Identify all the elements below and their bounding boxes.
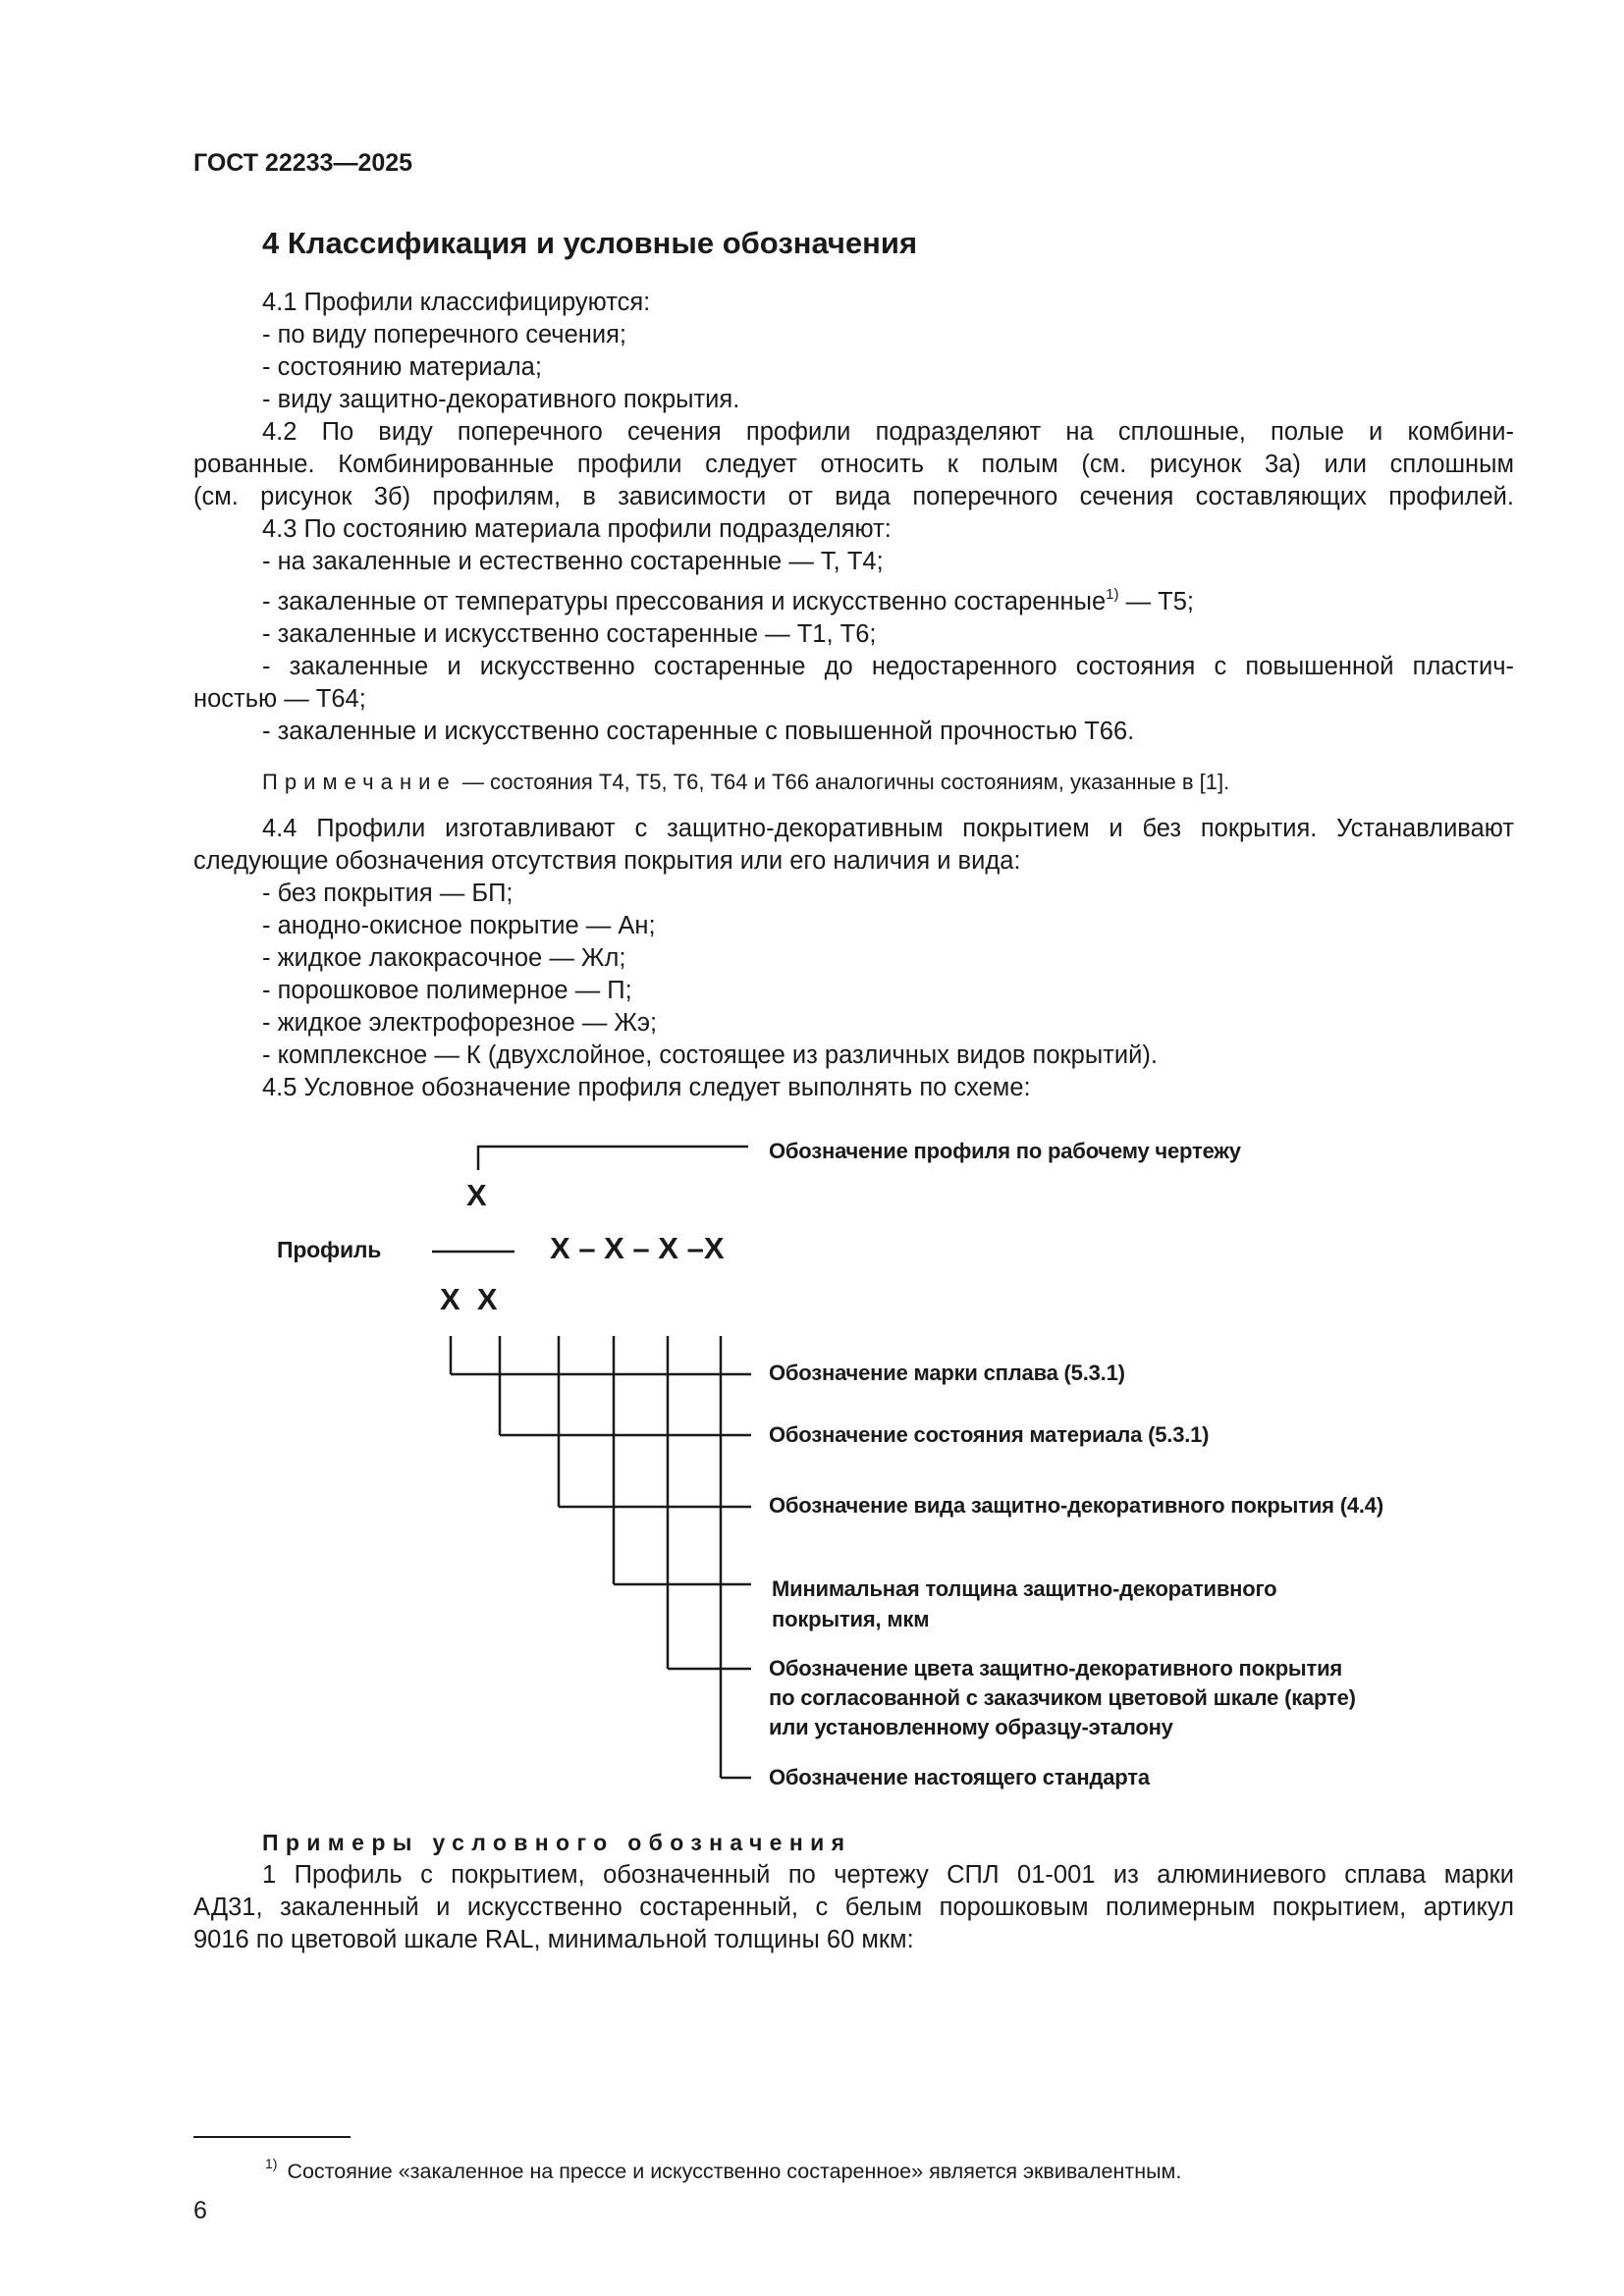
list-item: - по виду поперечного сечения; bbox=[262, 321, 626, 348]
denominator-x: X X bbox=[440, 1282, 498, 1316]
label-material-state: Обозначение состояния материала (5.3.1) bbox=[769, 1422, 1210, 1447]
list-item: - анодно-окисное покрытие — Ан; bbox=[262, 912, 656, 939]
clause-4-4-line: следующие обозначения отсутствия покрытия или его наличия и вида: bbox=[193, 847, 1021, 875]
list-item: - комплексное — К (двухслойное, состоящее из различных видов покрытий). bbox=[262, 1041, 1158, 1069]
list-item: - порошковое полимерное — П; bbox=[262, 977, 632, 1004]
footnote bbox=[265, 2156, 1181, 2184]
label-alloy-grade: Обозначение марки сплава (5.3.1) bbox=[769, 1361, 1125, 1385]
document-code: ГОСТ 22233—2025 bbox=[193, 149, 413, 177]
clause-4-3-lead: 4.3 По состоянию материала профили подразделяют: bbox=[262, 515, 892, 543]
label-color-1: Обозначение цвета защитно-декоративного покрытия bbox=[769, 1656, 1343, 1681]
label-min-thickness-2: покрытия, мкм bbox=[772, 1607, 930, 1631]
clause-4-2-line: 4.2 По виду поперечного сечения профили подразделяют на сплошные, полые и комбини- bbox=[262, 418, 1514, 446]
numerator-x: X bbox=[466, 1178, 487, 1212]
clause-4-2-line: (см. рисунок 3б) профилям, в зависимости от вида поперечного сечения составляющих профилей. bbox=[193, 483, 1514, 510]
label-standard: Обозначение настоящего стандарта bbox=[769, 1765, 1150, 1789]
list-item-text: — Т5; bbox=[1118, 588, 1195, 615]
list-item: - закаленные и искусственно состаренные — Т1, Т6; bbox=[262, 620, 877, 648]
note-label: Примечание bbox=[262, 770, 457, 794]
list-item: - без покрытия — БП; bbox=[262, 880, 514, 907]
examples-heading: Примеры условного обозначения bbox=[262, 1830, 852, 1855]
list-item: - на закаленные и естественно состаренные — Т, Т4; bbox=[262, 548, 884, 575]
footnote-mark: 1) bbox=[265, 2156, 278, 2171]
list-item: - закаленные и искусственно состаренные с повышенной прочностью Т66. bbox=[262, 718, 1135, 745]
list-item: - закаленные и искусственно состаренные до недостаренного состояния с повышенной пластич- bbox=[262, 653, 1514, 680]
clause-4-1-lead: 4.1 Профили классифицируются: bbox=[262, 289, 651, 316]
profile-word: Профиль bbox=[277, 1237, 382, 1262]
label-color-3: или установленному образцу-эталону bbox=[769, 1715, 1173, 1739]
label-drawing-designation: Обозначение профиля по рабочему чертежу bbox=[769, 1139, 1241, 1163]
label-color-2: по согласованной с заказчиком цветовой шкале (карте) bbox=[769, 1685, 1356, 1710]
list-item-text: - закаленные от температуры прессования и искусственно состаренные bbox=[262, 588, 1107, 615]
list-item: - виду защитно-декоративного покрытия. bbox=[262, 386, 740, 413]
clause-4-5-lead: 4.5 Условное обозначение профиля следует выполнять по схеме: bbox=[262, 1074, 1031, 1101]
note-text: — состояния Т4, Т5, Т6, Т64 и Т66 аналогичны состояниям, указанные в [1]. bbox=[456, 770, 1230, 794]
footnote-separator bbox=[193, 2136, 351, 2138]
page-number: 6 bbox=[193, 2197, 207, 2224]
clause-4-4-line: 4.4 Профили изготавливают с защитно-декоративным покрытием и без покрытия. Устанавливают bbox=[262, 815, 1514, 842]
example-line: 9016 по цветовой шкале RAL, минимальной толщины 60 мкм: bbox=[193, 1926, 914, 1953]
footnote-ref: 1) bbox=[1106, 586, 1119, 603]
clause-4-2-line: рованные. Комбинированные профили следует относить к полым (см. рисунок 3а) или сплошным bbox=[193, 451, 1514, 478]
list-item: - жидкое лакокрасочное — Жл; bbox=[262, 944, 626, 972]
section-title: 4 Классификация и условные обозначения bbox=[262, 226, 918, 260]
examples bbox=[193, 1827, 1514, 1956]
label-coating-type: Обозначение вида защитно-декоративного покрытия (4.4) bbox=[769, 1493, 1383, 1518]
example-line: 1 Профиль с покрытием, обозначенный по чертежу СПЛ 01-001 из алюминиевого сплава марки bbox=[262, 1861, 1514, 1889]
label-min-thickness-1: Минимальная толщина защитно-декоративного bbox=[772, 1576, 1277, 1601]
designation-chain: X – X – X –X bbox=[550, 1231, 725, 1265]
list-item-continuation: ностью — Т64; bbox=[193, 685, 366, 713]
example-line: АД31, закаленный и искусственно состаренный, с белым порошковым полимерным покрытием, артикул bbox=[193, 1894, 1514, 1921]
list-item: - состоянию материала; bbox=[262, 353, 542, 381]
list-item: - жидкое электрофорезное — Жэ; bbox=[262, 1009, 658, 1037]
footnote-text: Состояние «закаленное на прессе и искусственно состаренное» является эквивалентным. bbox=[287, 2160, 1182, 2183]
